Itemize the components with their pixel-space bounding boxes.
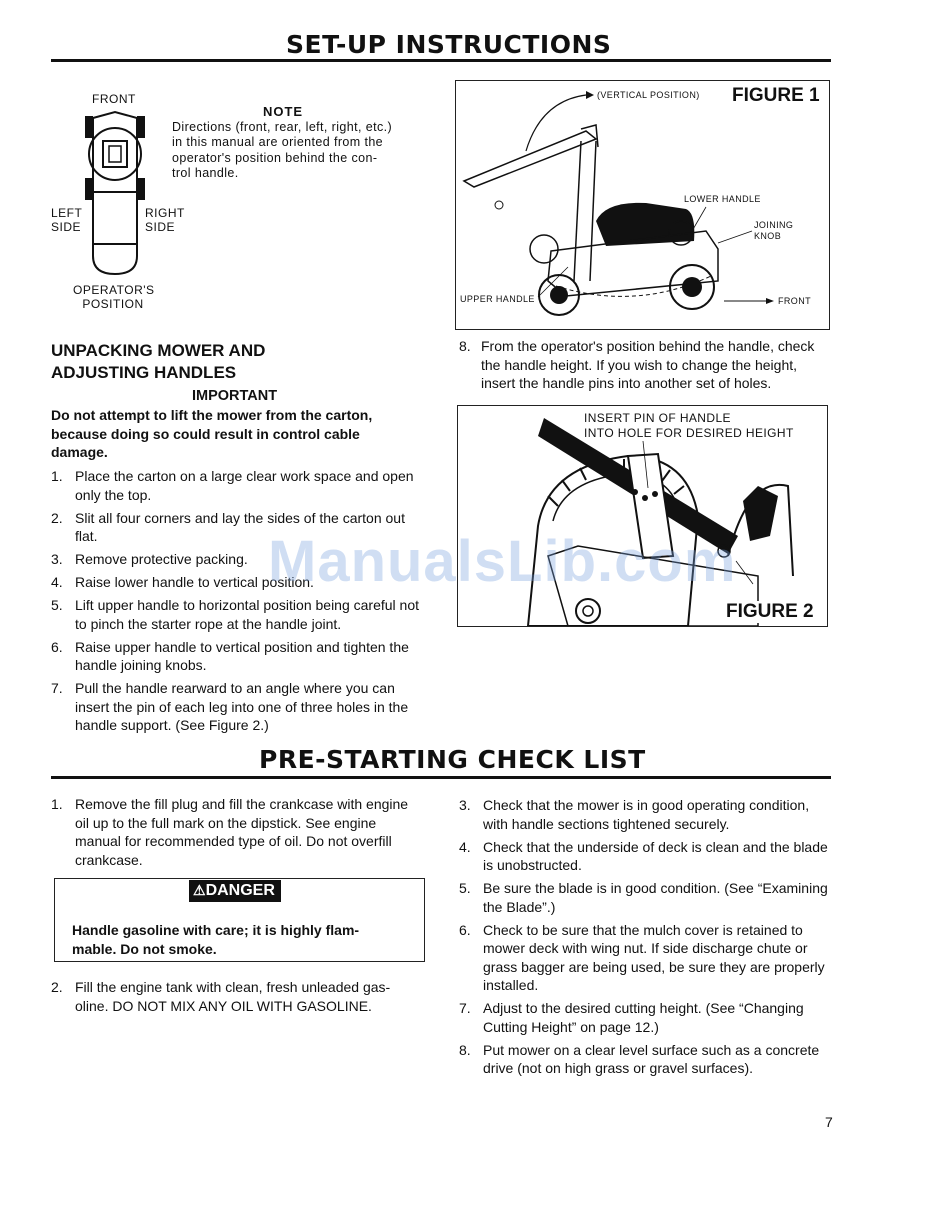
- operator-label-line: OPERATOR'S: [73, 283, 155, 297]
- orientation-operator-label: [73, 283, 153, 311]
- prestart-title: PRE-STARTING CHECK LIST: [259, 745, 646, 774]
- important-line: because doing so could result in control cable: [51, 425, 360, 442]
- list-item: [51, 467, 424, 504]
- prestart-step-1: [51, 795, 431, 869]
- note-line: trol handle.: [172, 166, 239, 180]
- danger-text-line: Handle gasoline with care; it is highly flam-: [72, 922, 360, 938]
- danger-label: DANGER: [205, 882, 275, 899]
- step-text: Raise lower handle to vertical position.: [75, 574, 314, 590]
- unpacking-heading-line: UNPACKING MOWER AND: [51, 341, 266, 360]
- figure-1-title: FIGURE 1: [732, 85, 820, 106]
- step-number: 1.: [51, 468, 63, 484]
- list-item: [459, 1041, 835, 1078]
- step-2-line: oline. DO NOT MIX ANY OIL WITH GASOLINE.: [75, 997, 372, 1014]
- important-line: Do not attempt to lift the mower from the carton,: [51, 407, 373, 423]
- figure-2-caption: [584, 411, 794, 441]
- important-line: damage.: [51, 444, 108, 460]
- list-item: [459, 999, 835, 1036]
- unpacking-heading: [51, 340, 265, 384]
- step-number: 5.: [51, 597, 63, 613]
- right-label-line: RIGHT: [145, 206, 185, 220]
- step-number: 2.: [51, 979, 63, 995]
- unpacking-steps: [51, 467, 424, 739]
- page-number: 7: [825, 1114, 833, 1130]
- step-text: Check to be sure that the mulch cover is retained to mower deck with wing nut. If side discharge chute or grass bagger are being used, be sure they are properly installed.: [483, 921, 825, 993]
- operator-label-line: POSITION: [82, 297, 144, 311]
- list-item: [51, 638, 424, 675]
- prestart-title-rule: [51, 776, 831, 779]
- step-text: Lift upper handle to horizontal position being careful not to pinch the starter rope at the handle joint.: [75, 597, 420, 632]
- step-number: 3.: [51, 551, 63, 567]
- step-number: 6.: [459, 921, 471, 938]
- list-item: [459, 921, 835, 995]
- step-1-line: oil up to the full mark on the dipstick. See engine: [75, 814, 377, 831]
- orientation-right-label: [145, 206, 185, 234]
- list-item: [459, 879, 835, 916]
- step-number: 6.: [51, 638, 63, 655]
- list-item: [51, 679, 424, 735]
- danger-box: [54, 878, 425, 962]
- step-1-line: Remove the fill plug and fill the crankcase with engine: [75, 796, 409, 812]
- figure-1-upper-handle-label: UPPER HANDLE: [460, 294, 535, 304]
- danger-text-line: mable. Do not smoke.: [72, 940, 217, 957]
- joining-knob-line: JOINING: [754, 220, 794, 230]
- step-text: Check that the underside of deck is clean and the blade is unobstructed.: [483, 838, 828, 873]
- step-number: 2.: [51, 509, 63, 526]
- step-8: [459, 337, 834, 393]
- setup-title-rule: [51, 59, 831, 62]
- figure-1-front-label: FRONT: [778, 296, 811, 306]
- figure-2-caption-line: INTO HOLE FOR DESIRED HEIGHT: [584, 426, 794, 440]
- step-text: Place the carton on a large clear work space and open only the top.: [75, 468, 414, 503]
- note-title: NOTE: [262, 104, 304, 119]
- note-line: in this manual are oriented from the: [172, 135, 384, 149]
- prestart-step-2: [51, 978, 431, 1015]
- setup-title: SET-UP INSTRUCTIONS: [286, 30, 612, 59]
- step-number: 3.: [459, 797, 471, 813]
- list-item: [51, 596, 424, 633]
- left-label-line: SIDE: [51, 220, 82, 234]
- step-text: Adjust to the desired cutting height. (See “Changing Cutting Height” on page 12.): [483, 1000, 804, 1035]
- step-8-line: From the operator's position behind the handle, check: [481, 338, 815, 354]
- step-text: Be sure the blade is in good condition. (See “Examining the Blade”.): [483, 880, 828, 915]
- figure-1-joining-knob-label: [754, 220, 793, 242]
- step-text: Put mower on a clear level surface such as a concrete drive (not on high grass or gravel surfaces).: [483, 1041, 820, 1076]
- orientation-front-label: FRONT: [92, 92, 136, 106]
- step-number: 8.: [459, 338, 471, 354]
- step-8-line: the handle height. If you wish to change the height,: [481, 356, 798, 373]
- step-text: Pull the handle rearward to an angle where you can insert the pin of each leg into one of three holes in the handle support. (See Figure 2.): [75, 680, 409, 733]
- step-1-line: crankcase.: [75, 851, 143, 868]
- step-text: Remove protective packing.: [75, 551, 248, 567]
- important-text: [51, 406, 423, 462]
- danger-text: [72, 921, 359, 958]
- step-text: Slit all four corners and lay the sides of the carton out flat.: [75, 509, 405, 544]
- important-title: IMPORTANT: [192, 388, 278, 404]
- step-number: 4.: [51, 574, 63, 590]
- step-text: Raise upper handle to vertical position and tighten the handle joining knobs.: [75, 638, 409, 673]
- step-8-line: insert the handle pins into another set of holes.: [481, 375, 772, 391]
- unpacking-heading-line: ADJUSTING HANDLES: [51, 363, 237, 382]
- danger-tag: [189, 880, 281, 902]
- right-label-line: SIDE: [145, 220, 176, 234]
- mower-side-illustration: [456, 81, 829, 329]
- step-text: Check that the mower is in good operating condition, with handle sections tightened securely.: [483, 797, 810, 832]
- step-1-line: manual for recommended type of oil. Do not overfill: [75, 833, 392, 849]
- prestart-right-steps: [459, 796, 835, 1082]
- step-2-line: Fill the engine tank with clean, fresh unleaded gas-: [75, 979, 391, 995]
- step-number: 5.: [459, 880, 471, 896]
- joining-knob-line: KNOB: [754, 231, 782, 241]
- note-block: [172, 104, 422, 182]
- step-number: 7.: [51, 680, 63, 696]
- warning-icon: ⚠: [193, 882, 206, 898]
- note-line: operator's position behind the con-: [172, 150, 378, 165]
- list-item: [459, 796, 835, 833]
- step-number: 1.: [51, 796, 63, 812]
- figure-2-caption-line: INSERT PIN OF HANDLE: [584, 411, 731, 425]
- note-line: Directions (front, rear, left, right, etc.): [172, 119, 393, 134]
- mower-topview-illustration: [75, 108, 155, 280]
- figure-1-lower-handle-label: LOWER HANDLE: [684, 194, 761, 204]
- figure-1: [455, 80, 830, 330]
- orientation-left-label: [51, 206, 82, 234]
- list-item: [459, 838, 835, 875]
- figure-2-title: FIGURE 2: [726, 601, 814, 622]
- figure-1-vertical-label: (VERTICAL POSITION): [597, 90, 700, 100]
- watermark: ManualsLib.com: [268, 529, 737, 594]
- step-number: 4.: [459, 838, 471, 855]
- left-label-line: LEFT: [51, 206, 83, 220]
- step-number: 7.: [459, 1000, 471, 1016]
- step-number: 8.: [459, 1041, 471, 1058]
